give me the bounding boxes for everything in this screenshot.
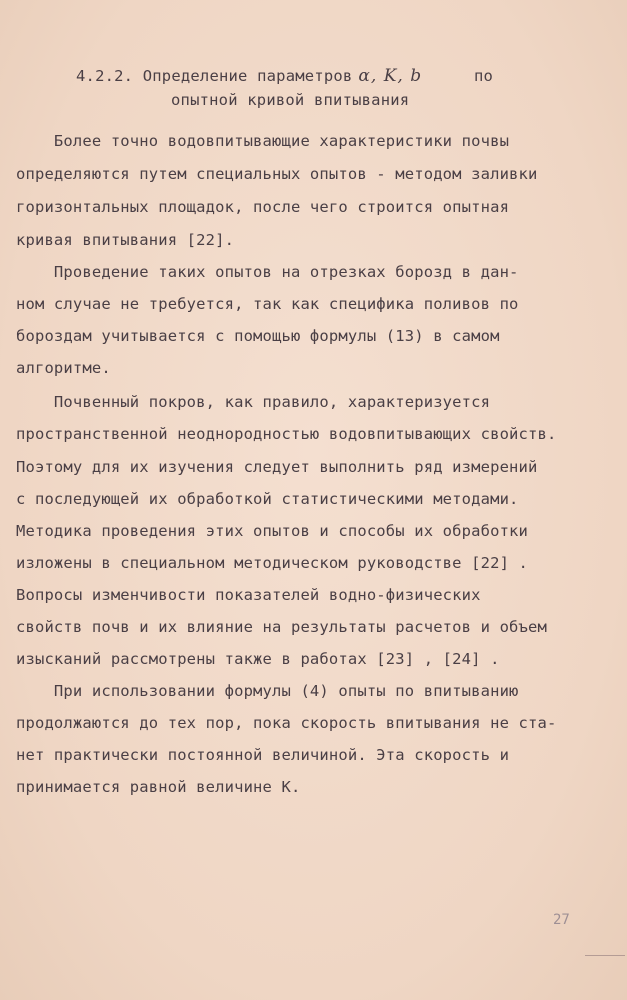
text-line: алгоритме. xyxy=(16,359,111,377)
heading-line-2: опытной кривой впитывания xyxy=(171,91,410,109)
text-line: ном случае не требуется, так как специфика поливов по xyxy=(16,295,519,313)
text-line: бороздам учитывается с помощью формулы (13) в самом xyxy=(16,327,500,345)
text-line: изысканий рассмотрены также в работах [23] , [24] . xyxy=(16,650,500,668)
text-line: Вопросы изменчивости показателей водно-физических xyxy=(16,586,481,604)
heading-parameters: α, K, b xyxy=(358,66,423,86)
text-line: определяются путем специальных опытов - методом заливки xyxy=(16,165,538,183)
page-edge-divider xyxy=(585,955,625,956)
text-line: нет практически постоянной величиной. Эта скорость и xyxy=(16,746,510,764)
text-line: горизонтальных площадок, после чего строится опытная xyxy=(16,198,510,216)
text-line: Проведение таких опытов на отрезках борозд в дан- xyxy=(16,263,519,281)
text-line: Более точно водовпитывающие характеристики почвы xyxy=(16,132,510,150)
text-line: кривая впитывания [22]. xyxy=(16,231,235,249)
text-line: свойств почв и их влияние на результаты расчетов и объем xyxy=(16,618,547,636)
text-line: Методика проведения этих опытов и способы их обработки xyxy=(16,522,529,540)
text-line: с последующей их обработкой статистическими методами. xyxy=(16,490,519,508)
text-line: Почвенный покров, как правило, характеризуется xyxy=(16,393,491,411)
text-line: пространственной неоднородностью водовпитывающих свойств. xyxy=(16,425,557,443)
heading-suffix: по xyxy=(474,67,494,85)
text-line: изложены в специальном методическом руководстве [22] . xyxy=(16,554,529,572)
heading-line-1 xyxy=(76,64,422,88)
heading-title: 4.2.2. Определение параметров xyxy=(76,67,353,85)
text-line: принимается равной величине К. xyxy=(16,778,301,796)
page-number: 27 xyxy=(553,912,570,928)
text-line: продолжаются до тех пор, пока скорость впитывания не ста- xyxy=(16,714,557,732)
text-line: При использовании формулы (4) опыты по впитыванию xyxy=(16,682,519,700)
text-line: Поэтому для их изучения следует выполнить ряд измерений xyxy=(16,458,538,476)
